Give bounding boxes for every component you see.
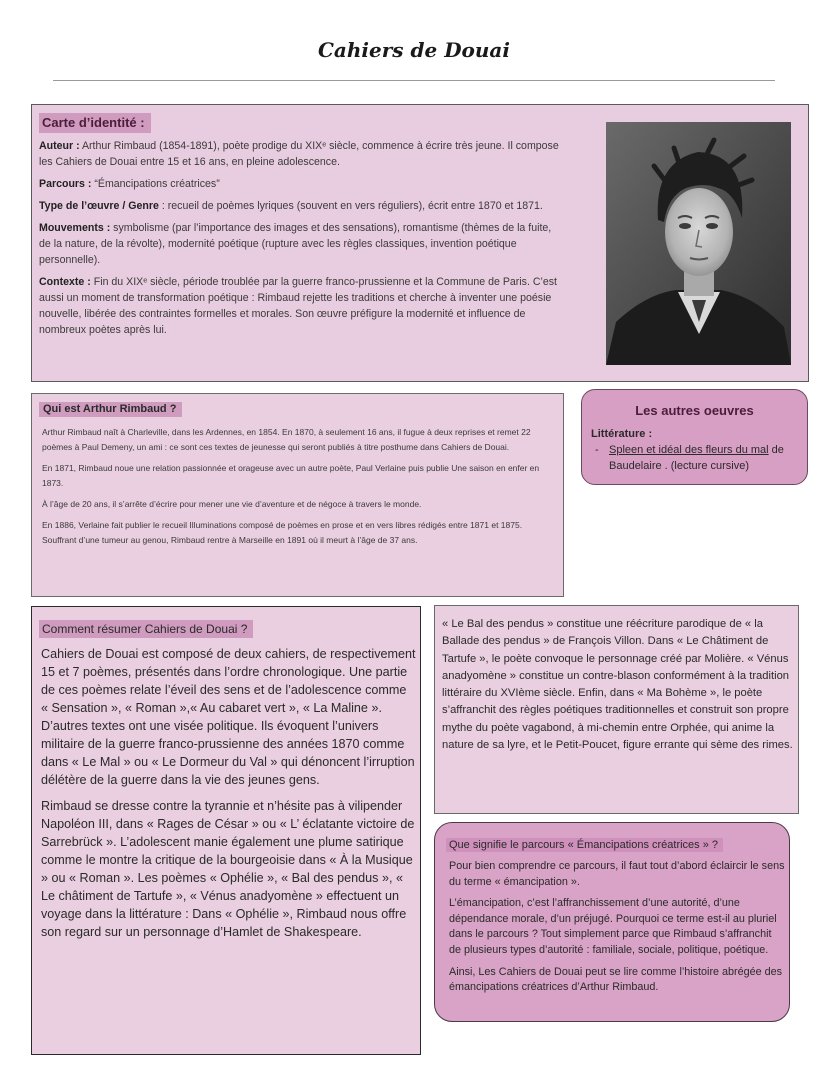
context-line	[39, 274, 564, 338]
movements-line	[39, 220, 564, 268]
meaning-paragraph: Ainsi, Les Cahiers de Douai peut se lire comme l’histoire abrégée des émancipations créatrices d’Arthur Rimbaud.	[449, 965, 783, 994]
who-is-rimbaud-heading: Qui est Arthur Rimbaud ?	[39, 402, 182, 417]
parcours-meaning-text	[449, 859, 785, 1002]
movements-text: symbolisme (par l’importance des images et des sensations), romantisme (thèmes de la fuite, de la nature, de la révolte), modernité poétique (rupture avec les règles classiques, invention poétique personnelle).	[39, 222, 552, 266]
list-dash: -	[595, 444, 599, 456]
other-works-section	[581, 389, 808, 485]
identity-card-text	[39, 138, 564, 344]
rimbaud-portrait-photo	[606, 122, 791, 365]
parcours-meaning-section	[434, 822, 790, 1022]
author-label: Auteur :	[39, 140, 80, 152]
parcours-line	[39, 176, 564, 192]
author-text: Arthur Rimbaud (1854-1891), poète prodige du XIXᵉ siècle, commence à écrire très jeune. Il compose les Cahiers de Douai entre 15 et 16 ans, en pleine adolescence.	[39, 140, 559, 168]
genre-line	[39, 198, 564, 214]
parcours-label: Parcours :	[39, 178, 92, 190]
bio-paragraph: En 1886, Verlaine fait publier le recueil Illuminations composé de poèmes en prose et en vers libres rédigés entre 1871 et 1875. Souffrant d’une tumeur au genou, Rimbaud rentre à Marseille en 1891 où il meurt à l’âge de 37 ans.	[42, 520, 523, 545]
parcours-meaning-heading: Que signifie le parcours « Émancipations créatrices » ?	[446, 838, 723, 852]
genre-label: Type de l’œuvre / Genre	[39, 200, 159, 212]
other-works-heading: Les autres oeuvres	[635, 403, 754, 418]
meaning-paragraph: Pour bien comprendre ce parcours, il faut tout d’abord éclaircir le sens du terme « émancipation ».	[449, 860, 785, 888]
movements-label: Mouvements :	[39, 222, 111, 234]
context-label: Contexte :	[39, 276, 91, 288]
intertext-text: « Le Bal des pendus » constitue une réécriture parodique de « la Ballade des pendus » de François Villon. Dans « Le Châtiment de Tartufe », le poète convoque le personnage créé par Molière. « Vénus anadyomène » constitue un contre-blason conformément à la tradition littéraire du XVIème siècle. Enfin, dans « Ma Bohème », le poète s’affranchit des règles poétiques traditionnelles et construit son propre mythe du poète vagabond, à mi-chemin entre Orphée, qui anime la nature de sa lyre, et le Petit-Poucet, figure errante qui sème des rimes.	[442, 618, 793, 752]
summary-text	[41, 645, 416, 949]
other-work-title: Spleen et idéal des fleurs du mal	[609, 444, 769, 456]
genre-text: : recueil de poèmes lyriques (souvent en vers réguliers), écrit entre 1870 et 1871.	[158, 200, 543, 212]
literature-label: Littérature :	[591, 428, 653, 440]
summary-paragraph: Rimbaud se dresse contre la tyrannie et n’hésite pas à vilipender Napoléon III, dans « Rages de César » ou « L’ éclatante victoire de Sarrebrück ». L’adolescent manie également une plume satirique comme le montre la critique de la bourgeoisie dans « À la Musique » ou « Roman ». Les poèmes « Ophélie », « Bal des pendus », « Le châtiment de Tartufe », « Vénus anadyomène » effectuent un voyage dans la littérature : Dans « Ophélie », Rimbaud nous offre son regard sur un personnage d’Hamlet de Shakespeare.	[41, 799, 415, 939]
summary-heading: Comment résumer Cahiers de Douai ?	[39, 620, 253, 638]
context-text: Fin du XIXᵉ siècle, période troublée par la guerre franco-prussienne et la Commune de Paris. C’est aussi un moment de transformation poétique : Rimbaud rejette les traditions et cherche à inventer une poésie nouvelle, libérée des contraintes formelles et morales. Son œuvre préfigure la modernité et influence de nombreux poètes après lui.	[39, 276, 557, 336]
who-is-rimbaud-text	[42, 425, 552, 554]
bio-paragraph: À l’âge de 20 ans, il s’arrête d’écrire pour mener une vie d’aventure et de négoce à travers le monde.	[42, 499, 422, 509]
parcours-text: “Émancipations créatrices”	[91, 178, 220, 190]
identity-card-section	[31, 104, 809, 382]
who-is-rimbaud-section	[31, 393, 564, 597]
summary-paragraph: Cahiers de Douai est composé de deux cahiers, de respectivement 15 et 7 poèmes, présentés dans l’ordre chronologique. Une partie de ces poèmes relate l’éveil des sens et de l’adolescence comme « Sensation », « Roman »,« Au cabaret vert », « La Maline ». D’autres textes ont une visée politique. Ils évoquent l’univers militaire de la guerre franco-prussienne des années 1870 comme dans « Le Mal » ou « Le Dormeur du Val » qui dénoncent l’irruption délétère de la guerre dans la vie des jeunes gens.	[41, 647, 416, 787]
bio-paragraph: En 1871, Rimbaud noue une relation passionnée et orageuse avec un autre poète, Paul Verlaine puis publie Une saison en enfer en 1873.	[42, 463, 540, 488]
other-work-detail: de Baudelaire . (lecture cursive)	[609, 444, 784, 472]
summary-section	[31, 606, 421, 1055]
title-divider	[53, 80, 775, 81]
other-work-item	[595, 442, 800, 474]
meaning-paragraph: L’émancipation, c’est l’affranchissement d’une autorité, d’une dépendance morale, d’un préjugé. Pourquoi ce terme est-il au pluriel dans le parcours ? Tout simplement parce que Rimbaud s’affranchit de plusieurs types d’autorité : familiale, sociale, politique, poétique.	[449, 897, 777, 956]
author-line	[39, 138, 564, 170]
page-title: Cahiers de Douai	[318, 38, 510, 62]
identity-card-heading: Carte d’identité :	[39, 113, 151, 133]
bio-paragraph: Arthur Rimbaud naît à Charleville, dans les Ardennes, en 1854. En 1870, à seulement 16 ans, il fugue à deux reprises et remet 22 poèmes à Paul Demeny, un ami : ce sont ces textes de jeunesse qui seront publiés à titre posthume dans Cahiers de Douai.	[42, 427, 531, 452]
intertext-section	[434, 605, 799, 814]
